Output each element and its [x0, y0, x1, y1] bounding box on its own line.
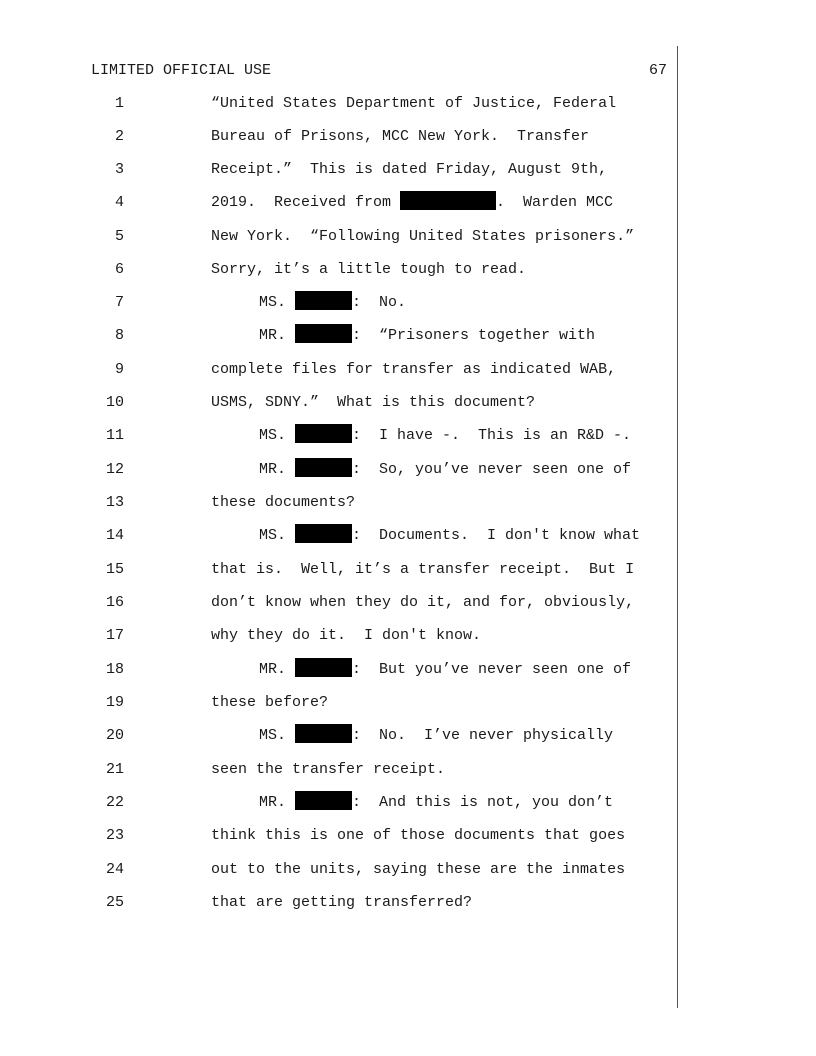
- line-number: 5: [114, 228, 124, 245]
- line-text: “United States Department of Justice, Federal: [211, 95, 617, 112]
- line-text: these before?: [211, 694, 329, 711]
- transcript-line: [0, 624, 816, 648]
- line-number: 13: [105, 494, 124, 511]
- transcript-line: [0, 824, 816, 848]
- line-text: that is. Well, it’s a transfer receipt. But I: [211, 561, 635, 578]
- line-text: seen the transfer receipt.: [211, 761, 446, 778]
- transcript-line: [0, 391, 816, 415]
- line-text: Receipt.” This is dated Friday, August 9th,: [211, 161, 608, 178]
- line-number: 8: [114, 327, 124, 344]
- transcript-line: [0, 458, 816, 482]
- line-number: 3: [114, 161, 124, 178]
- line-text: Sorry, it’s a little tough to read.: [211, 261, 527, 278]
- transcript-line: [0, 491, 816, 515]
- transcript-line: [0, 591, 816, 615]
- line-number: 22: [105, 794, 124, 811]
- line-number: 6: [114, 261, 124, 278]
- line-text: MS. : Documents. I don't know what: [259, 524, 640, 548]
- transcript-line: [0, 891, 816, 915]
- line-number: 9: [114, 361, 124, 378]
- line-text: don’t know when they do it, and for, obviously,: [211, 594, 635, 611]
- line-number: 24: [105, 861, 124, 878]
- line-number: 14: [105, 527, 124, 544]
- transcript-line: [0, 558, 816, 582]
- line-text: MR. : “Prisoners together with: [259, 324, 595, 348]
- redaction-box: [295, 458, 352, 477]
- redaction-box: [295, 791, 352, 810]
- line-number: 23: [105, 827, 124, 844]
- line-text: Bureau of Prisons, MCC New York. Transfer: [211, 128, 590, 145]
- transcript-line: [0, 324, 816, 348]
- redaction-box: [295, 324, 352, 343]
- redaction-box: [295, 524, 352, 543]
- line-number: 21: [105, 761, 124, 778]
- transcript-line: [0, 191, 816, 215]
- transcript-line: [0, 92, 816, 116]
- redaction-box: [295, 424, 352, 443]
- line-number: 7: [114, 294, 124, 311]
- line-number: 11: [105, 427, 124, 444]
- line-text: why they do it. I don't know.: [211, 627, 482, 644]
- classification-header: LIMITED OFFICIAL USE: [91, 62, 272, 79]
- transcript-line: [0, 258, 816, 282]
- line-text: these documents?: [211, 494, 356, 511]
- redaction-box: [295, 291, 352, 310]
- line-text: MR. : And this is not, you don’t: [259, 791, 613, 815]
- line-text: MS. : No. I’ve never physically: [259, 724, 613, 748]
- line-number: 1: [114, 95, 124, 112]
- transcript-line: [0, 691, 816, 715]
- line-text: MR. : But you’ve never seen one of: [259, 658, 631, 682]
- line-text: MS. : I have -. This is an R&D -.: [259, 424, 631, 448]
- page-number: 67: [648, 62, 667, 79]
- line-number: 12: [105, 461, 124, 478]
- transcript-line: [0, 791, 816, 815]
- line-text: complete files for transfer as indicated WAB,: [211, 361, 617, 378]
- transcript-line: [0, 358, 816, 382]
- redaction-box: [400, 191, 496, 210]
- line-text: MS. : No.: [259, 291, 406, 315]
- line-number: 15: [105, 561, 124, 578]
- redaction-box: [295, 724, 352, 743]
- line-number: 25: [105, 894, 124, 911]
- line-number: 20: [105, 727, 124, 744]
- line-text: MR. : So, you’ve never seen one of: [259, 458, 631, 482]
- transcript-line: [0, 291, 816, 315]
- transcript-line: [0, 158, 816, 182]
- line-number: 18: [105, 661, 124, 678]
- transcript-line: [0, 858, 816, 882]
- line-text: that are getting transferred?: [211, 894, 473, 911]
- transcript-line: [0, 758, 816, 782]
- line-number: 4: [114, 194, 124, 211]
- line-number: 19: [105, 694, 124, 711]
- transcript-line: [0, 424, 816, 448]
- redaction-box: [295, 658, 352, 677]
- line-text: USMS, SDNY.” What is this document?: [211, 394, 536, 411]
- transcript-line: [0, 125, 816, 149]
- transcript-line: [0, 524, 816, 548]
- transcript-line: [0, 724, 816, 748]
- line-text: New York. “Following United States prisoners.”: [211, 228, 635, 245]
- line-number: 10: [105, 394, 124, 411]
- line-text: 2019. Received from . Warden MCC: [211, 191, 613, 215]
- line-number: 16: [105, 594, 124, 611]
- line-number: 2: [114, 128, 124, 145]
- transcript-line: [0, 225, 816, 249]
- line-text: think this is one of those documents that goes: [211, 827, 626, 844]
- transcript-line: [0, 658, 816, 682]
- line-text: out to the units, saying these are the inmates: [211, 861, 626, 878]
- line-number: 17: [105, 627, 124, 644]
